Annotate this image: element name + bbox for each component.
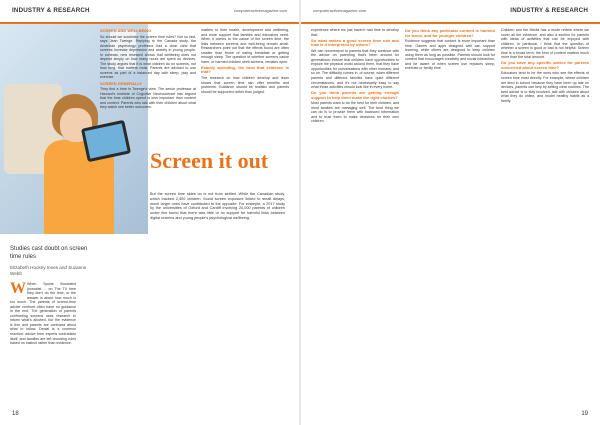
site-url: computeractivemagazine.com (233, 8, 287, 13)
subheading: So what makes a good screen time rule and how is it interpreted by others? (311, 37, 399, 48)
paragraph: They find a time in Twenge's view. The senior professor at Harvard's Institute of Cognitive Neuroscience has argued that the time children spend is less important than content and context. Parents who talk with their children about what they watch see better outcomes. (100, 87, 196, 110)
article-headline: Screen it out (150, 148, 269, 173)
paragraph: Educators tend to be the ones who see the effects of screen time most directly. For example, where children are tired in school because they have been up late on devices, parents can help by setting clear routines. The best advice is to stay involved, talk with children about what they do online, and model healthy habits as a family. (501, 71, 589, 103)
subheading: Do you have any specific advice for parents concerned about screen time? (501, 60, 589, 70)
body-column-3 (201, 28, 289, 413)
page-number: 18 (12, 411, 19, 417)
body-column-1-text: When Sports Illustrated journalist ... on The TV time they don't do the time, or the answer is about how much is too much. The parents of screen-time advice confront often have no guidance in the end. The generation of parents confronting screens uses research to inform what's allowed, but the evidence is thin and parents are confused about what to follow. Denial is a common reaction: advice from experts contradicts itself, and families are left choosing rules based on instinct rather than evidence. (10, 282, 76, 346)
body-column-3 (501, 28, 589, 413)
paragraph: We can recommend to parents that they continue with the advice on parenting that's been around for generations: ensure that children have opportunities to explore the physical world around them, that they have opportunities for conversations with other humans, and so on. The difficulty comes in, of course, when different parents and different families have quite different circumstances, and it's not necessarily easy to say what those activities should look like in every home. (311, 48, 399, 90)
body-column-2 (100, 28, 196, 413)
right-page (301, 0, 600, 425)
paragraph: So should we scrutinise the screen time rules? Not so fast, says Jean Twenge. Replying to the Canada study, the American psychology professor had a clear view that screens increase depression and anxiety in young people. In contrast, new research shows that wellbeing does not depend simply on how many hours are spent on devices. The study argues that it is what children do on screens, not how long, that matters most. Parents are advised to use screens as part of a balanced day with sleep, play and exercise. (100, 34, 196, 80)
body-column-1 (311, 28, 399, 413)
article-intro: But the screen time sides on is not from settled. While the Canadian study, which tracked 2,400 children, found screen exposure linked to small delays, much larger ones have contributed to the opposite. For example, a 2017 study by the universities of Oxford and Cardiff involving 20,000 parents of children under five found that there was little or no support for harmful links between digital screens and young people's psychological wellbeing. (150, 192, 285, 220)
article-authors: Elizabeth Hockey Innes and Suzanne Webb (10, 265, 87, 276)
subheading: Do you think any particular content is harmful for teens, and for younger children? (405, 28, 495, 38)
left-page-header (0, 0, 299, 24)
subheading: Do you think parents are getting enough support to help them make the right choices? (311, 90, 399, 100)
body-column-2 (405, 28, 495, 413)
subheading: SCREEN GENERALLY (100, 80, 143, 86)
section-title: INDUSTRY & RESEARCH (12, 7, 90, 14)
paragraph: The research on how children develop and learn shows that screen time can offer benefits and problems. Guidance should be realistic and parents should be supported rather than judged. (201, 75, 289, 94)
page-number: 19 (581, 411, 588, 417)
drop-cap: W (10, 282, 26, 297)
subheading: SCREEN AND WELLBEING (100, 28, 152, 33)
paragraph: Evidence suggests that content is more important than time. Games and apps designed well can support learning, while others are designed to keep children using them as long as possible. Parents should look for content that encourages creativity and social interaction, and be aware of when screen use replaces sleep, exercise or family time. (405, 39, 495, 71)
paragraph: matters to their health, development and wellbeing, and more support that families and educators need. When it comes to the cause of the screen time, the links between screens and well-being remain small. Researchers point out that the effects found are often smaller than those of eating breakfast or getting enough sleep. The question of whether screens cause harm, or harmed children seek screens, remains open. (201, 28, 289, 64)
photo-caption: Studies cast doubt on screen time rules (10, 246, 88, 260)
paragraph: Children and the Media has a mode review where we cover all the evidence, and also a section for parents with ideas of activities that can be enjoyed with children. In particular, I think that the question of whether a screen is good or bad is not helpful. Screen time is a broad term; the kind of content matters much more than the total amount. (501, 28, 589, 60)
section-title: INDUSTRY & RESEARCH (510, 7, 588, 14)
left-page (0, 0, 299, 425)
paragraph: experience where we just haven't had time to develop that. (311, 28, 399, 37)
paragraph: Most parents want to do the best for their children, and most families are managing well. The best thing we can do is to provide them with balanced information and to trust them to make decisions for their own children. (311, 101, 399, 124)
right-page-header (301, 0, 600, 24)
body-column-1 (10, 282, 76, 412)
subheading: Exactly spending, the best that evidence is that? (201, 64, 289, 75)
site-url: computeractivemagazine.com (313, 8, 367, 13)
